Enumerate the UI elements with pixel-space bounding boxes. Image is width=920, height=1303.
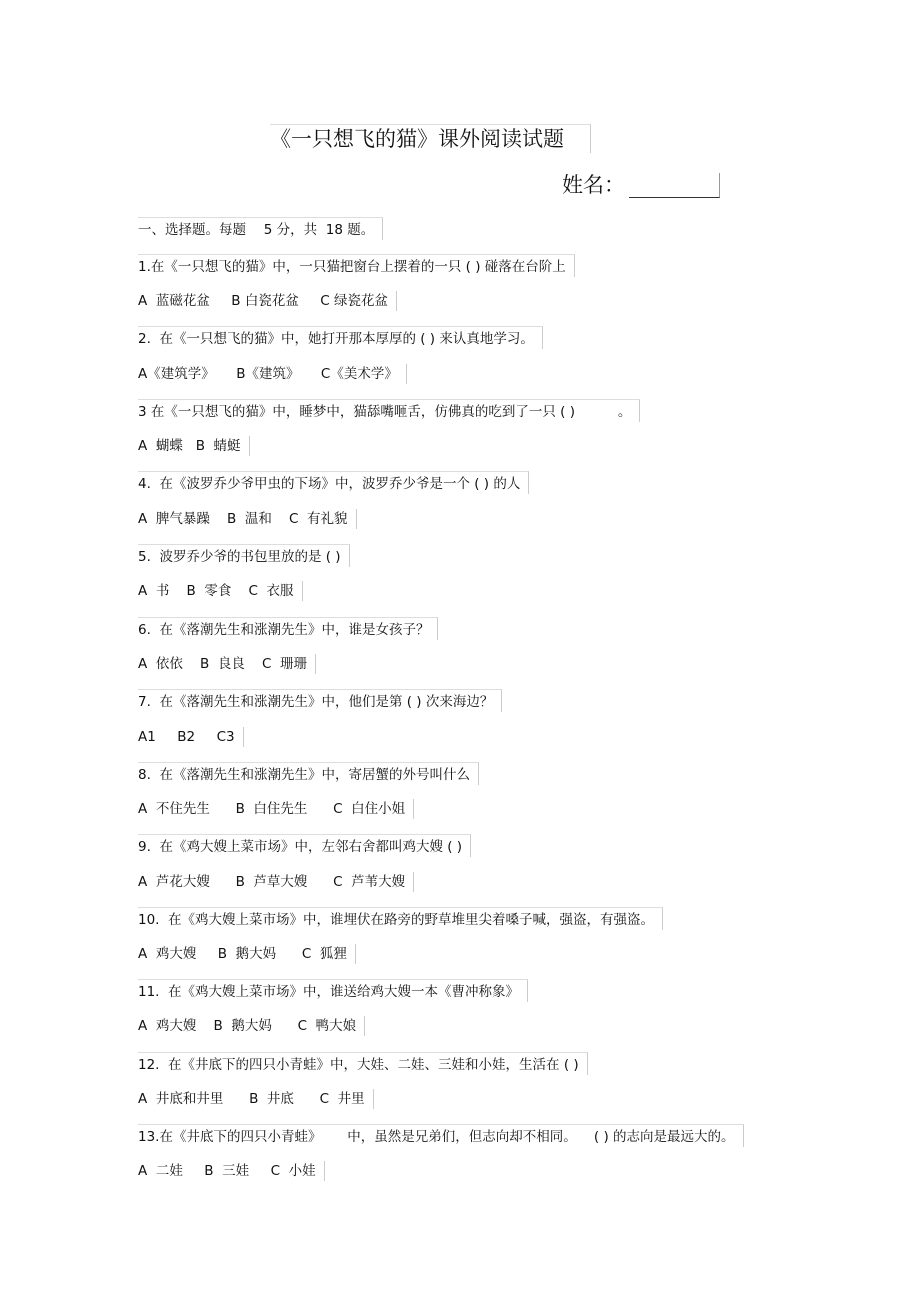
page-title: 《一只想飞的猫》课外阅读试题: [270, 124, 591, 153]
section-header: 一、选择题。每题 5 分，共 18 题。: [138, 217, 383, 240]
answer-options-7[interactable]: A1 B2 C3: [138, 727, 244, 747]
answer-options-8[interactable]: A 不住先生 B 白住先生 C 白住小姐: [138, 799, 414, 819]
answer-options-13[interactable]: A 二娃 B 三娃 C 小娃: [138, 1161, 325, 1181]
question-13: 13.在《井底下的四只小青蛙》 中，虽然是兄弟们，但志向却不相同。 ( ) 的志向是最远大的。: [138, 1124, 744, 1147]
question-9: 9. 在《鸡大嫂上菜市场》中，左邻右舍都叫鸡大嫂 ( ): [138, 834, 471, 857]
question-3: 3 在《一只想飞的猫》中，睡梦中，猫舔嘴咂舌，仿佛真的吃到了一只 ( ) 。: [138, 399, 640, 422]
question-1: 1.在《一只想飞的猫》中，一只猫把窗台上摆着的一只 ( ) 碰落在台阶上: [138, 254, 575, 277]
answer-options-12[interactable]: A 井底和井里 B 井底 C 井里: [138, 1089, 374, 1109]
answer-options-1[interactable]: A 蓝磁花盆 B 白瓷花盆 C 绿瓷花盆: [138, 291, 397, 311]
question-12: 12. 在《井底下的四只小青蛙》中，大娃、二娃、三娃和小娃，生活在 ( ): [138, 1052, 588, 1075]
question-6: 6. 在《落潮先生和涨潮先生》中，谁是女孩子？: [138, 617, 438, 640]
name-label: 姓名：: [562, 173, 625, 197]
answer-options-9[interactable]: A 芦花大嫂 B 芦草大嫂 C 芦苇大嫂: [138, 872, 414, 892]
question-10: 10. 在《鸡大嫂上菜市场》中，谁埋伏在路旁的野草堆里尖着嗓子喊，强盗，有强盗。: [138, 907, 663, 930]
question-5: 5. 波罗乔少爷的书包里放的是 ( ): [138, 544, 350, 567]
answer-options-5[interactable]: A 书 B 零食 C 衣服: [138, 581, 303, 601]
answer-options-10[interactable]: A 鸡大嫂 B 鹅大妈 C 狐狸: [138, 944, 356, 964]
answer-options-11[interactable]: A 鸡大嫂 B 鹅大妈 C 鸭大娘: [138, 1016, 365, 1036]
question-7: 7. 在《落潮先生和涨潮先生》中，他们是第 ( ) 次来海边？: [138, 689, 502, 712]
question-11: 11. 在《鸡大嫂上菜市场》中，谁送给鸡大嫂一本《曹冲称象》: [138, 979, 528, 1002]
answer-options-3[interactable]: A 蝴蝶 B 蜻蜓: [138, 436, 250, 456]
question-2: 2. 在《一只想飞的猫》中，她打开那本厚厚的 ( ) 来认真地学习。: [138, 326, 543, 349]
answer-options-6[interactable]: A 依依 B 良良 C 珊珊: [138, 654, 316, 674]
question-4: 4. 在《波罗乔少爷甲虫的下场》中，波罗乔少爷是一个 ( ) 的人: [138, 471, 529, 494]
question-8: 8. 在《落潮先生和涨潮先生》中，寄居蟹的外号叫什么: [138, 762, 479, 785]
answer-options-4[interactable]: A 脾气暴躁 B 温和 C 有礼貌: [138, 509, 357, 529]
answer-options-2[interactable]: A《建筑学》 B《建筑》 C《美术学》: [138, 364, 407, 384]
name-field[interactable]: [562, 172, 720, 198]
name-blank-line[interactable]: [629, 173, 720, 198]
